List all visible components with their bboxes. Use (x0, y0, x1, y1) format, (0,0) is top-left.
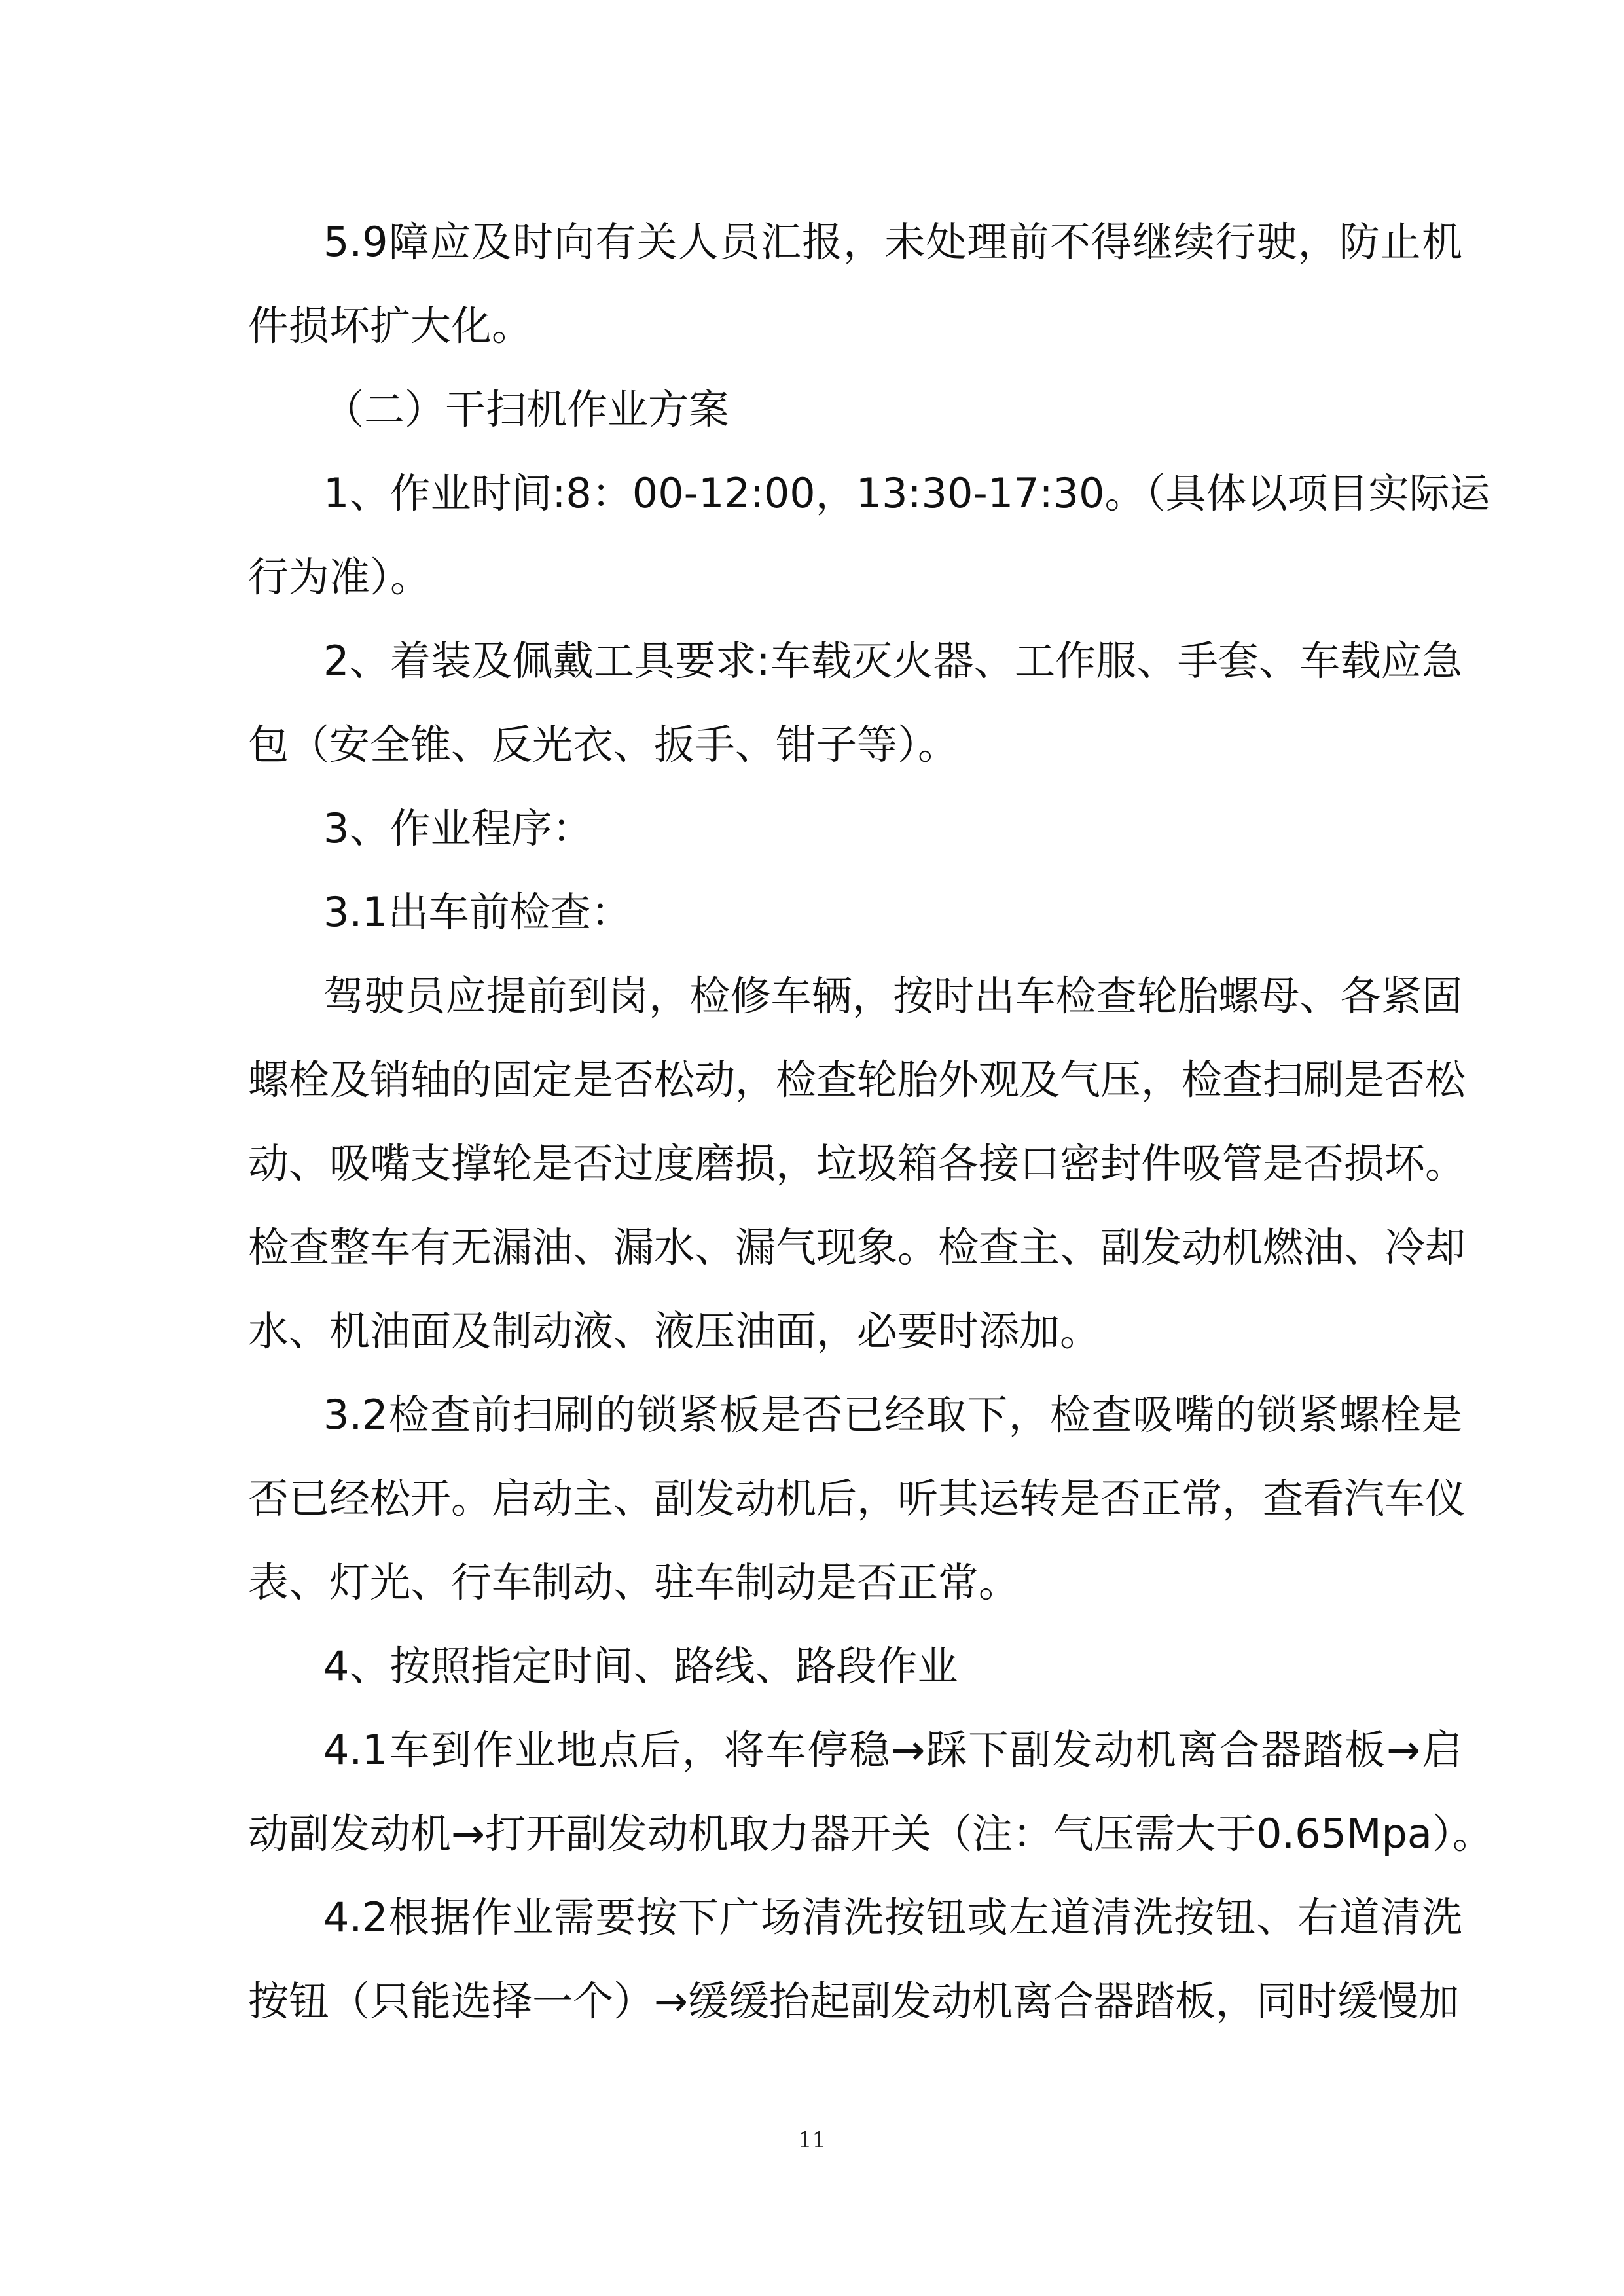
paragraph-driver-check-line-1: 驾驶员应提前到岗，检修车辆，按时出车检查轮胎螺母、各紧固 (323, 972, 1462, 1020)
paragraph-4-2-line-2: 按钮（只能选择一个）→缓缓抬起副发动机离合器踏板，同时缓慢加 (248, 1977, 1459, 2025)
paragraph-2-line-1: 2、着装及佩戴工具要求:车载灭火器、工作服、手套、车载应急 (323, 637, 1462, 685)
paragraph-driver-check-line-5: 水、机油面及制动液、液压油面，必要时添加。 (248, 1307, 1101, 1355)
paragraph-5-9-line-2: 件损坏扩大化。 (248, 302, 533, 350)
paragraph-driver-check-line-3: 动、吸嘴支撑轮是否过度磨损，垃圾箱各接口密封件吸管是否损坏。 (248, 1139, 1466, 1187)
paragraph-driver-check-line-2: 螺栓及销轴的固定是否松动，检查轮胎外观及气压，检查扫刷是否松 (248, 1056, 1466, 1103)
paragraph-3-heading: 3、作业程序： (323, 804, 593, 852)
paragraph-4-2-line-1: 4.2根据作业需要按下广场清洗按钮或左道清洗按钮、右道清洗 (323, 1893, 1462, 1941)
paragraph-1-line-2: 行为准）。 (248, 553, 431, 601)
paragraph-2-line-2: 包（安全锥、反光衣、扳手、钳子等）。 (248, 721, 959, 768)
paragraph-5-9-line-1: 5.9障应及时向有关人员汇报，未处理前不得继续行驶，防止机 (323, 218, 1462, 266)
section-heading-sweeper-plan: （二）干扫机作业方案 (323, 386, 730, 433)
paragraph-3-2-line-1: 3.2检查前扫刷的锁紧板是否已经取下，检查吸嘴的锁紧螺栓是 (323, 1391, 1462, 1439)
page-number: 11 (797, 2127, 827, 2153)
paragraph-4-1-line-1: 4.1车到作业地点后，将车停稳→踩下副发动机离合器踏板→启 (323, 1726, 1462, 1774)
paragraph-1-line-1: 1、作业时间:8：00-12:00，13:30-17:30。（具体以项目实际运 (323, 469, 1490, 517)
paragraph-3-2-line-3: 表、灯光、行车制动、驻车制动是否正常。 (248, 1558, 1020, 1606)
paragraph-4-heading: 4、按照指定时间、路线、路段作业 (323, 1642, 958, 1690)
paragraph-4-1-line-2: 动副发动机→打开副发动机取力器开关（注：气压需大于0.65Mpa）。 (248, 1810, 1493, 1857)
paragraph-driver-check-line-4: 检查整车有无漏油、漏水、漏气现象。检查主、副发动机燃油、冷却 (248, 1223, 1466, 1271)
paragraph-3-1-heading: 3.1出车前检查： (323, 888, 632, 936)
paragraph-3-2-line-2: 否已经松开。启动主、副发动机后，听其运转是否正常，查看汽车仪 (248, 1475, 1466, 1522)
